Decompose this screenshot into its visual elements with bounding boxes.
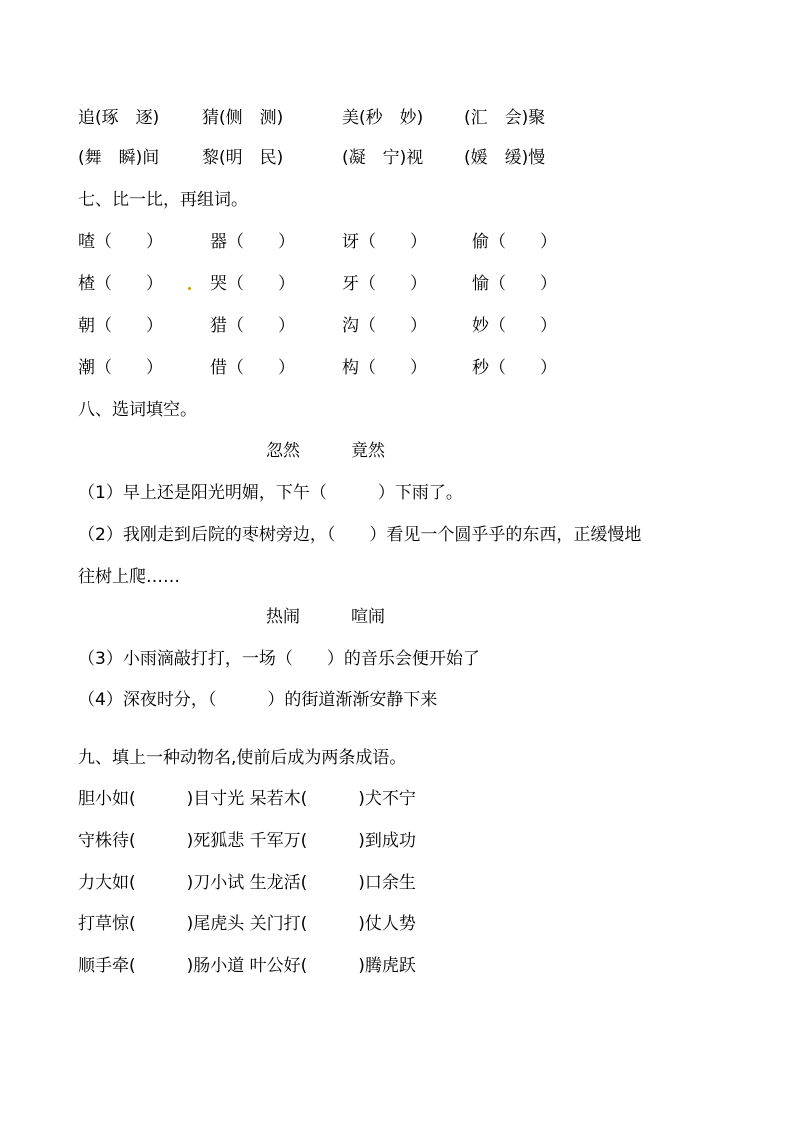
section8-heading: 八、选词填空。: [78, 400, 197, 420]
pair-item: 美(秒 妙): [342, 108, 424, 128]
question-2: （2）我刚走到后院的枣树旁边，（ ）看见一个圆乎乎的东西，正缓慢地: [78, 525, 642, 545]
compare-word: 借（ ）: [210, 358, 295, 378]
compare-word: 偷（ ）: [472, 232, 557, 252]
question-4: （4）深夜时分，（ ）的街道渐渐安静下来: [78, 690, 438, 710]
idiom-row: 力大如( )刀小试 生龙活( )口余生: [78, 873, 416, 893]
pair-item: 追(琢 逐): [78, 108, 160, 128]
compare-word: 秒（ ）: [472, 358, 557, 378]
compare-word: 牙（ ）: [342, 274, 427, 294]
idiom-row: 打草惊( )尾虎头 关门打( )仗人势: [78, 914, 416, 934]
pair-item: (媛 缓)慢: [464, 148, 546, 168]
compare-word: 楂（ ）: [78, 274, 163, 294]
pair-item: (舞 瞬)间: [78, 148, 160, 168]
compare-word: 构（ ）: [342, 358, 427, 378]
section7-heading: 七、比一比，再组词。: [78, 190, 248, 210]
compare-word: 喳（ ）: [78, 232, 163, 252]
compare-word: 哭（ ）: [210, 274, 295, 294]
pair-item: (汇 会)聚: [464, 108, 546, 128]
compare-word: 沟（ ）: [342, 316, 427, 336]
word-choices: 热闹 喧闹: [266, 607, 385, 627]
compare-word: 潮（ ）: [78, 358, 163, 378]
compare-word: 愉（ ）: [472, 274, 557, 294]
word-choices: 忽然 竟然: [266, 441, 385, 461]
compare-word: 器（ ）: [210, 232, 295, 252]
stray-dot: [188, 287, 191, 290]
section9-heading: 九、填上一种动物名,使前后成为两条成语。: [78, 748, 407, 768]
idiom-row: 顺手牵( )肠小道 叶公好( )腾虎跃: [78, 956, 416, 976]
compare-word: 猎（ ）: [210, 316, 295, 336]
pair-item: 黎(明 民): [202, 148, 284, 168]
pair-item: 猜(侧 测): [202, 108, 284, 128]
pair-item: (凝 宁)视: [342, 148, 424, 168]
question-3: （3）小雨滴敲打打，一场（ ）的音乐会便开始了: [78, 649, 480, 669]
question-2-continued: 往树上爬……: [78, 567, 180, 587]
idiom-row: 胆小如( )目寸光 呆若木( )犬不宁: [78, 789, 416, 809]
compare-word: 朝（ ）: [78, 316, 163, 336]
idiom-row: 守株待( )死狐悲 千军万( )到成功: [78, 831, 416, 851]
question-1: （1）早上还是阳光明媚，下午（ ）下雨了。: [78, 483, 463, 503]
compare-word: 妙（ ）: [472, 316, 557, 336]
compare-word: 讶（ ）: [342, 232, 427, 252]
